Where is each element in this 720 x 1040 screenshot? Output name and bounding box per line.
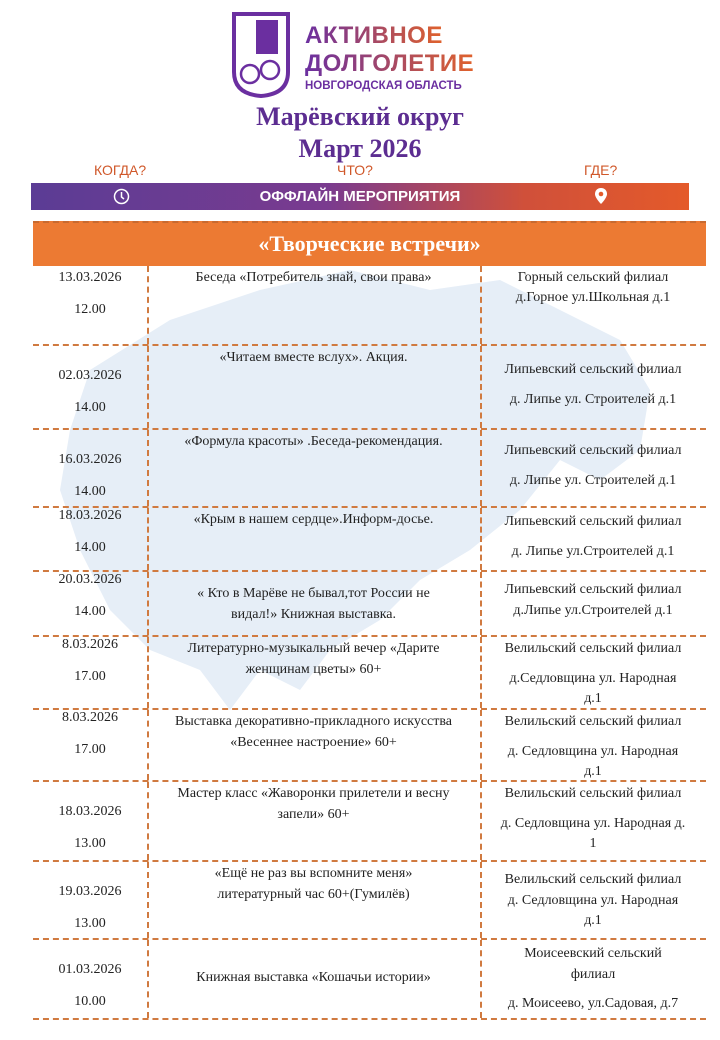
where-label: ГДЕ? [584, 162, 618, 178]
table-row [33, 508, 706, 572]
event-place: Липьевский сельский филиал [504, 582, 682, 597]
event-date: 8.03.2026 [62, 710, 118, 725]
event-date: 16.03.2026 [58, 452, 122, 467]
date-time-cell [33, 572, 149, 635]
event-time: 13.00 [74, 916, 106, 931]
event-date: 01.03.2026 [58, 962, 122, 977]
table-row [33, 782, 706, 862]
event-time: 14.00 [74, 400, 106, 415]
event-date: 18.03.2026 [58, 804, 122, 819]
event-date: 13.03.2026 [58, 270, 122, 285]
banner-text: ОФФЛАЙН МЕРОПРИЯТИЯ [259, 188, 461, 205]
event-place: Велильский сельский филиал [504, 714, 682, 729]
event-place: Липьевский сельский филиал [504, 514, 682, 529]
month-title: Март 2026 [298, 134, 422, 163]
event-title: «Читаем вместе вслух». Акция. [219, 350, 408, 365]
event-place: д. Моисеево, ул.Садовая, д.7 [507, 996, 679, 1011]
event-title: « Кто в Марёве не бывал,тот России не [197, 586, 430, 601]
logo-emblem-icon [228, 10, 294, 98]
date-time-cell [33, 710, 149, 780]
section-header [33, 221, 706, 266]
event-place: д.Горное ул.Школьная д.1 [515, 290, 671, 305]
place-cell [480, 430, 706, 506]
place-cell [480, 940, 706, 1018]
table-row [33, 346, 706, 430]
logo-text-line1: АКТИВНОЕ [305, 22, 443, 49]
event-title: Выставка декоративно-прикладного искусства [174, 714, 453, 729]
event-place: д. Седловщина ул. Народная [507, 893, 679, 908]
place-cell [480, 862, 706, 938]
table-row [33, 430, 706, 508]
event-place: д.Седловщина ул. Народная [509, 671, 677, 686]
event-title: Мастер класс «Жаворонки прилетели и весну [177, 786, 450, 801]
table-row [33, 710, 706, 782]
event-place: Липьевский сельский филиал [504, 443, 682, 458]
place-cell [480, 637, 706, 708]
event-title: запели» 60+ [277, 807, 350, 822]
event-place: д.1 [584, 913, 602, 928]
event-place: Велильский сельский филиал [504, 786, 682, 801]
logo-text-line3: НОВГОРОДСКАЯ ОБЛАСТЬ [305, 80, 462, 92]
table-row [33, 637, 706, 710]
event-cell [147, 430, 482, 506]
date-time-cell [33, 940, 149, 1018]
event-place: Велильский сельский филиал [504, 641, 682, 656]
event-place: д. Седловщина ул. Народная д. [500, 816, 686, 831]
event-place: филиал [570, 967, 616, 982]
event-cell [147, 572, 482, 635]
event-place: д. Липье ул.Строителей д.1 [511, 544, 675, 559]
event-time: 12.00 [74, 302, 106, 317]
date-time-cell [33, 508, 149, 570]
event-title: Беседа «Потребитель знай, свои права» [195, 270, 432, 285]
event-time: 10.00 [74, 994, 106, 1009]
event-time: 14.00 [74, 604, 106, 619]
event-title: «Ещё не раз вы вспомните меня» [214, 866, 413, 881]
event-cell [147, 266, 482, 344]
table-row [33, 572, 706, 637]
event-title: «Весеннее настроение» 60+ [230, 735, 397, 750]
place-cell [480, 266, 706, 344]
logo [228, 10, 498, 98]
section-title: «Творческие встречи» [258, 231, 481, 256]
logo-text-line2: ДОЛГОЛЕТИЕ [305, 50, 475, 77]
when-label: КОГДА? [94, 162, 147, 178]
date-time-cell [33, 346, 149, 428]
event-cell [147, 940, 482, 1018]
event-date: 02.03.2026 [58, 368, 122, 383]
event-place: д. Липье ул. Строителей д.1 [509, 473, 677, 488]
offline-events-banner [31, 183, 689, 210]
event-time: 13.00 [74, 836, 106, 851]
place-cell [480, 782, 706, 860]
event-place: Моисеевский сельский [524, 946, 662, 961]
event-time: 14.00 [74, 484, 106, 499]
event-title: литературный час 60+(Гумилёв) [217, 887, 410, 902]
event-place: 1 [589, 836, 597, 851]
table-row [33, 266, 706, 346]
place-cell [480, 572, 706, 635]
event-place: Велильский сельский филиал [504, 872, 682, 887]
event-title: Книжная выставка «Кошачьи истории» [196, 970, 431, 985]
event-title: «Крым в нашем сердце».Информ-досье. [193, 512, 434, 527]
location-pin-icon [594, 187, 608, 205]
date-time-cell [33, 637, 149, 708]
event-place: д.Липье ул.Строителей д.1 [513, 603, 673, 618]
event-time: 17.00 [74, 669, 106, 684]
event-date: 18.03.2026 [58, 508, 122, 523]
event-title: видал!» Книжная выставка. [231, 607, 396, 622]
place-cell [480, 346, 706, 428]
event-cell [147, 782, 482, 860]
event-cell [147, 710, 482, 780]
table-row [33, 940, 706, 1020]
date-time-cell [33, 782, 149, 860]
event-place: Липьевский сельский филиал [504, 362, 682, 377]
district-title: Марёвский округ [256, 102, 464, 131]
event-title: Литературно-музыкальный вечер «Дарите [187, 641, 440, 656]
event-time: 14.00 [74, 540, 106, 555]
event-cell [147, 637, 482, 708]
event-place: Горный сельский филиал [517, 270, 669, 285]
event-date: 19.03.2026 [58, 884, 122, 899]
what-label: ЧТО? [337, 162, 373, 178]
event-place: д. Седловщина ул. Народная [507, 744, 679, 759]
event-place: д.1 [584, 764, 602, 779]
event-date: 8.03.2026 [62, 637, 118, 652]
event-place: д.1 [584, 691, 602, 706]
table-row [33, 862, 706, 940]
event-cell [147, 862, 482, 938]
date-time-cell [33, 430, 149, 506]
event-time: 17.00 [74, 742, 106, 757]
event-place: д. Липье ул. Строителей д.1 [509, 392, 677, 407]
event-title: женщинам цветы» 60+ [245, 662, 382, 677]
date-time-cell [33, 862, 149, 938]
event-cell [147, 346, 482, 428]
place-cell [480, 508, 706, 570]
event-date: 20.03.2026 [58, 572, 122, 587]
event-cell [147, 508, 482, 570]
date-time-cell [33, 266, 149, 344]
place-cell [480, 710, 706, 780]
event-title: «Формула красоты» .Беседа-рекомендация. [184, 434, 443, 449]
